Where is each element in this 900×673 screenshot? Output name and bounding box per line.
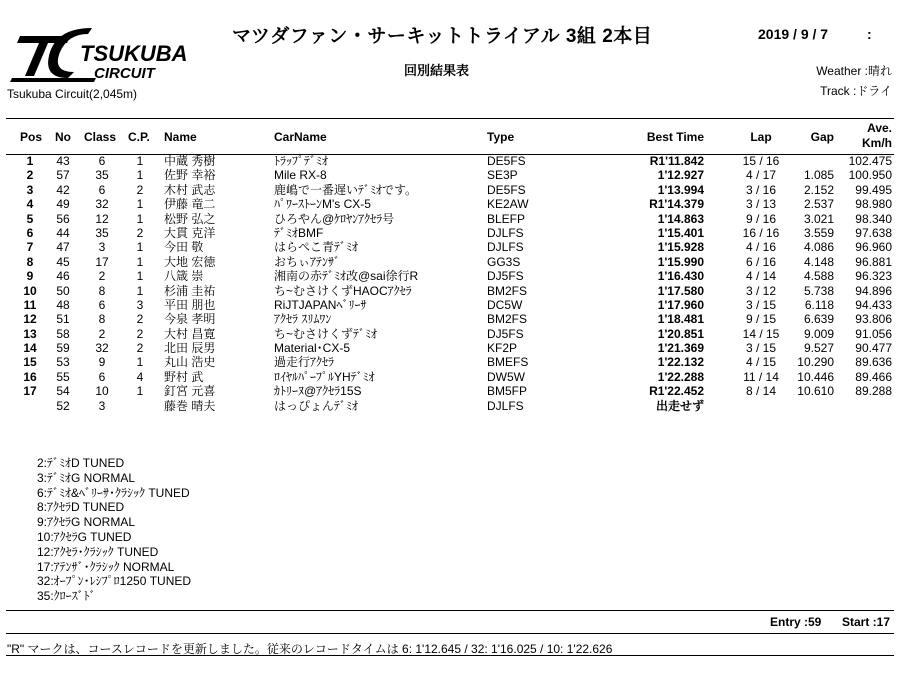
entry-count: Entry :59	[770, 615, 822, 629]
cell-no: 42	[56, 182, 70, 197]
cell-type: BLEFP	[487, 211, 526, 226]
cell-type: SE3P	[487, 168, 518, 183]
class-note-item: 12:ｱｸｾﾗ･ｸﾗｼｯｸ TUNED	[37, 544, 159, 559]
results-table	[6, 154, 894, 413]
cell-spd: 96.960	[855, 240, 892, 255]
cell-cp: 2	[136, 312, 144, 327]
table-row	[6, 341, 894, 355]
cell-gap: 6.639	[803, 312, 834, 327]
cell-cp: 2	[136, 326, 144, 341]
cell-gap: 2.152	[803, 182, 834, 197]
event-time: :	[867, 26, 872, 42]
col-gap: Gap	[810, 130, 834, 144]
cell-car: ﾄﾗｯﾌﾟﾃﾞﾐｵ	[274, 154, 329, 168]
cell-car: Mile RX-8	[274, 168, 327, 183]
cell-pos: 9	[26, 269, 34, 284]
class-note-item: 3:ﾃﾞﾐｵG NORMAL	[37, 470, 136, 485]
class-note-item: 32:ｵｰﾌﾟﾝ･ﾚｼﾌﾟﾛ1250 TUNED	[37, 574, 192, 589]
footer-top-rule	[6, 610, 894, 611]
cell-best: R1'11.842	[649, 154, 704, 168]
cell-type: KF2P	[487, 341, 518, 356]
footer-mid-rule	[6, 633, 894, 634]
cell-car: 過走行ｱｸｾﾗ	[274, 355, 335, 370]
cell-name: 大地 宏徳	[164, 254, 216, 269]
cell-name: 八箴 崇	[164, 269, 204, 284]
cell-cls: 17	[95, 254, 109, 269]
cell-cp: 1	[136, 197, 144, 212]
cell-best: 1'14.863	[657, 211, 704, 226]
cell-spd: 94.896	[855, 283, 892, 298]
cell-cp: 1	[136, 283, 144, 298]
cell-cp: 2	[136, 341, 144, 356]
cell-pos: 16	[23, 369, 37, 384]
cell-spd: 89.636	[855, 355, 892, 370]
cell-type: DJ5FS	[487, 269, 524, 284]
cell-name: 大村 昌寛	[164, 326, 216, 341]
class-notes	[37, 456, 191, 604]
table-row	[6, 384, 894, 398]
cell-type: DE5FS	[487, 182, 526, 197]
cell-best: 1'13.994	[657, 182, 704, 197]
cell-cls: 6	[98, 182, 106, 197]
cell-lap: 15 / 16	[742, 154, 780, 168]
cell-car: ﾃﾞﾐｵBMF	[274, 225, 324, 240]
cell-cls: 32	[95, 197, 109, 212]
cell-type: DC5W	[487, 297, 523, 312]
cell-car: RiJTJAPANﾍﾞﾘｰｻ	[274, 297, 367, 312]
cell-cp: 1	[136, 269, 144, 284]
cell-car: ﾛｲﾔﾙﾊﾟｰﾌﾟﾙYHﾃﾞﾐｵ	[274, 369, 375, 384]
cell-gap: 10.446	[797, 369, 834, 384]
cell-type: KE2AW	[487, 197, 529, 212]
cell-name: 佐野 幸裕	[164, 168, 216, 183]
cell-spd: 102.475	[848, 154, 892, 168]
cell-no: 53	[56, 355, 70, 370]
table-row	[6, 269, 894, 283]
cell-cls: 12	[95, 211, 109, 226]
results-header	[6, 119, 894, 155]
cell-gap: 9.527	[803, 341, 834, 356]
cell-name: 松野 弘之	[164, 211, 216, 226]
table-row	[6, 370, 894, 384]
cell-type: GG3S	[487, 254, 521, 269]
col-carname: CarName	[274, 130, 327, 144]
cell-lap: 14 / 15	[742, 326, 780, 341]
cell-car: はっぴょんﾃﾞﾐｵ	[274, 398, 359, 413]
cell-lap: 3 / 12	[745, 283, 777, 298]
col-cp: C.P.	[128, 130, 150, 144]
cell-no: 55	[56, 369, 70, 384]
col-type: Type	[487, 130, 515, 144]
cell-car: はらぺこ青ﾃﾞﾐｵ	[274, 240, 359, 255]
tc-emblem-icon	[8, 28, 208, 84]
cell-best: 出走せず	[655, 398, 704, 413]
class-note-item: 9:ｱｸｾﾗG NORMAL	[37, 515, 136, 530]
cell-cp: 3	[136, 297, 144, 312]
cell-no: 52	[56, 398, 70, 413]
cell-no: 59	[56, 341, 70, 356]
cell-car: ち~むさけくずﾃﾞﾐｵ	[274, 326, 378, 341]
col-no: No	[55, 130, 71, 144]
cell-lap: 4 / 15	[745, 355, 777, 370]
cell-gap: 6.118	[804, 297, 834, 312]
cell-type: BM2FS	[487, 283, 528, 298]
cell-gap: 3.021	[803, 211, 834, 226]
cell-cls: 2	[98, 269, 106, 284]
cell-best: 1'16.430	[657, 269, 704, 284]
cell-spd: 97.638	[855, 225, 892, 240]
record-footnote: "R" マークは、コースレコードを更新しました。従来のレコードタイムは 6: 1'12.645 / 32: 1'16.025 / 10: 1'22.626	[7, 642, 613, 656]
cell-no: 46	[56, 269, 70, 284]
class-note-item: 2:ﾃﾞﾐｵD TUNED	[37, 456, 125, 470]
cell-type: DJLFS	[487, 398, 524, 413]
cell-pos: 17	[23, 384, 37, 399]
page-subtitle: 回別結果表	[404, 63, 470, 78]
cell-spd: 96.323	[855, 269, 892, 284]
table-row	[6, 168, 894, 182]
cell-no: 43	[56, 154, 70, 168]
cell-pos: 14	[23, 341, 37, 356]
cell-cls: 10	[95, 384, 109, 399]
table-row	[6, 255, 894, 269]
class-note-item: 8:ｱｸｾﾗD TUNED	[37, 500, 125, 515]
cell-gap: 10.290	[797, 355, 834, 370]
cell-spd: 91.056	[855, 326, 892, 341]
cell-spd: 89.288	[855, 384, 892, 399]
cell-name: 中蔵 秀樹	[164, 154, 216, 168]
cell-cls: 6	[98, 369, 106, 384]
track-label: Track :ドライ	[820, 84, 892, 98]
cell-spd: 94.433	[855, 297, 892, 312]
col-class: Class	[84, 130, 117, 144]
cell-no: 50	[56, 283, 70, 298]
col-speed	[862, 121, 892, 151]
cell-best: R1'22.452	[649, 384, 704, 399]
cell-car: おちぃｱﾃﾝｻﾞ	[274, 254, 341, 269]
table-row	[6, 355, 894, 369]
col-pos: Pos	[19, 130, 42, 144]
cell-best: 1'22.288	[657, 369, 704, 384]
cell-pos: 7	[26, 240, 34, 255]
cell-cp: 1	[136, 240, 144, 255]
cell-gap: 10.610	[797, 384, 834, 399]
cell-cls: 8	[98, 283, 106, 298]
cell-cls: 9	[98, 355, 106, 370]
cell-best: 1'17.580	[657, 283, 704, 298]
cell-no: 44	[56, 225, 70, 240]
cell-cls: 32	[95, 341, 109, 356]
class-note-item: 17:ｱﾃﾝｻﾞ･ｸﾗｼｯｸ NORMAL	[37, 559, 175, 574]
cell-name: 杉浦 圭祐	[164, 283, 216, 298]
page-title: マツダファン・サーキットトライアル 3組 2本目	[232, 26, 653, 47]
cell-name: 今田 敬	[164, 240, 204, 255]
cell-pos: 6	[26, 225, 34, 240]
cell-car: ｱｸｾﾗ ｽﾘﾑﾜﾝ	[274, 312, 332, 327]
cell-cls: 35	[95, 168, 109, 183]
cell-lap: 16 / 16	[742, 225, 780, 240]
cell-car: 湘南の赤ﾃﾞﾐｵ改@sai徐行R	[274, 269, 419, 284]
cell-gap: 4.148	[803, 254, 834, 269]
cell-cp: 1	[136, 384, 144, 399]
table-row	[6, 298, 894, 312]
cell-cls: 6	[98, 154, 106, 168]
cell-gap: 5.738	[803, 283, 834, 298]
cell-lap: 9 / 16	[745, 211, 777, 226]
cell-spd: 98.340	[855, 211, 892, 226]
cell-lap: 9 / 15	[745, 312, 777, 327]
cell-name: 今泉 孝明	[164, 312, 216, 327]
cell-type: BM5FP	[487, 384, 528, 399]
col-speed-line1: Ave.	[867, 121, 892, 135]
cell-name: 伊藤 竜二	[164, 197, 216, 212]
cell-best: R1'14.379	[649, 197, 704, 212]
cell-gap: 9.009	[803, 326, 834, 341]
cell-lap: 4 / 16	[745, 240, 777, 255]
table-row	[6, 240, 894, 254]
cell-spd: 100.950	[848, 168, 892, 183]
cell-type: BM2FS	[487, 312, 528, 327]
cell-type: DJ5FS	[487, 326, 524, 341]
cell-lap: 3 / 16	[745, 182, 777, 197]
cell-lap: 3 / 15	[745, 341, 777, 356]
cell-best: 1'22.132	[657, 355, 704, 370]
cell-car: ち~むさけくずHAOCｱｸｾﾗ	[274, 283, 412, 298]
table-row	[6, 183, 894, 197]
table-row	[6, 226, 894, 240]
logo-wordmark-circuit: CIRCUIT	[94, 65, 155, 82]
cell-lap: 3 / 15	[745, 297, 777, 312]
cell-best: 1'21.369	[657, 341, 704, 356]
start-count: Start :17	[842, 615, 891, 629]
table-row	[6, 284, 894, 298]
event-date: 2019 / 9 / 7	[758, 26, 829, 42]
cell-lap: 6 / 16	[745, 254, 777, 269]
col-best-time: Best Time	[646, 130, 704, 144]
cell-pos: 8	[26, 254, 34, 269]
cell-spd: 98.980	[855, 197, 892, 212]
cell-no: 45	[56, 254, 70, 269]
cell-best: 1'15.401	[657, 225, 704, 240]
table-row	[6, 154, 894, 168]
cell-no: 51	[56, 312, 70, 327]
logo-wordmark: TSUKUBA	[80, 41, 188, 66]
footer-bottom-rule	[6, 655, 894, 656]
cell-cls: 6	[98, 297, 106, 312]
cell-cp: 1	[136, 154, 144, 168]
cell-lap: 4 / 17	[745, 168, 777, 183]
cell-pos: 1	[26, 154, 34, 168]
col-speed-line2: Km/h	[862, 136, 892, 150]
cell-pos: 13	[23, 326, 37, 341]
cell-spd: 93.806	[855, 312, 892, 327]
cell-lap: 4 / 14	[745, 269, 777, 284]
cell-pos: 15	[23, 355, 37, 370]
cell-cls: 35	[95, 225, 109, 240]
cell-type: DJLFS	[487, 225, 524, 240]
cell-best: 1'15.990	[657, 254, 704, 269]
cell-pos: 2	[26, 168, 34, 183]
weather-label: Weather :晴れ	[816, 64, 892, 78]
table-row	[6, 312, 894, 326]
cell-type: DW5W	[487, 369, 525, 384]
cell-no: 48	[56, 297, 70, 312]
table-row	[6, 399, 894, 413]
table-row	[6, 327, 894, 341]
cell-cp: 1	[136, 211, 144, 226]
cell-name: 大貫 克洋	[164, 225, 216, 240]
cell-best: 1'20.851	[657, 326, 704, 341]
cell-cls: 8	[98, 312, 106, 327]
class-note-item: 35:ｸﾛｰｽﾞﾄﾞ	[37, 589, 96, 604]
cell-lap: 11 / 14	[743, 369, 779, 384]
cell-cls: 3	[98, 240, 106, 255]
class-note-item: 10:ｱｸｾﾗG TUNED	[37, 529, 132, 544]
cell-type: DJLFS	[487, 240, 524, 255]
cell-gap: 2.537	[803, 197, 834, 212]
cell-cp: 1	[136, 168, 144, 183]
cell-cp: 1	[136, 254, 144, 269]
cell-name: 木村 武志	[164, 182, 216, 197]
cell-name: 藤巻 晴夫	[164, 398, 216, 413]
cell-gap: 1.085	[803, 168, 834, 183]
cell-car: 鹿嶋で一番遅いﾃﾞﾐｵです。	[274, 182, 418, 197]
cell-car: ひろやん@ｹﾛﾔﾝｱｸｾﾗ号	[274, 211, 395, 226]
cell-best: 1'12.927	[657, 168, 704, 183]
cell-best: 1'18.481	[657, 312, 704, 327]
cell-cp: 2	[136, 225, 144, 240]
cell-cp: 2	[136, 182, 144, 197]
cell-cp: 1	[136, 355, 144, 370]
cell-lap: 8 / 14	[745, 384, 777, 399]
cell-car: ﾊﾟﾜｰｽﾄｰﾝM's CX-5	[274, 197, 371, 212]
col-lap: Lap	[750, 130, 772, 144]
cell-gap: 4.086	[803, 240, 834, 255]
cell-best: 1'15.928	[657, 240, 704, 255]
cell-lap: 3 / 13	[745, 197, 777, 212]
table-row	[6, 197, 894, 211]
cell-pos: 10	[23, 283, 37, 298]
cell-type: BMEFS	[487, 355, 529, 370]
cell-spd: 96.881	[855, 254, 892, 269]
cell-no: 47	[56, 240, 70, 255]
cell-spd: 90.477	[855, 341, 892, 356]
cell-pos: 12	[23, 312, 37, 327]
cell-best: 1'17.960	[657, 297, 704, 312]
tsukuba-circuit-logo	[8, 28, 208, 84]
cell-car: Material･CX-5	[274, 341, 351, 356]
cell-no: 58	[56, 326, 70, 341]
cell-no: 57	[56, 168, 70, 183]
cell-pos: 3	[26, 182, 34, 197]
venue-label: Tsukuba Circuit(2,045m)	[7, 87, 138, 101]
cell-cp: 4	[136, 369, 144, 384]
cell-no: 56	[56, 211, 70, 226]
cell-no: 54	[56, 384, 70, 399]
table-row	[6, 212, 894, 226]
cell-type: DE5FS	[487, 154, 526, 168]
cell-name: 野村 武	[164, 369, 204, 384]
cell-name: 平田 朋也	[164, 297, 216, 312]
cell-cls: 3	[98, 398, 106, 413]
class-note-item: 6:ﾃﾞﾐｵ&ﾍﾞﾘｰｻ･ｸﾗｼｯｸ TUNED	[37, 485, 190, 500]
cell-name: 釘宮 元喜	[164, 384, 216, 399]
cell-cls: 2	[98, 326, 106, 341]
cell-pos: 5	[26, 211, 34, 226]
cell-spd: 99.495	[855, 182, 892, 197]
cell-name: 北田 辰男	[164, 341, 216, 356]
cell-gap: 3.559	[803, 225, 834, 240]
cell-pos: 11	[23, 297, 37, 312]
cell-car: ｶﾄﾘｰﾇ@ｱｸｾﾗ15S	[274, 384, 362, 399]
col-name: Name	[164, 130, 197, 144]
cell-spd: 89.466	[855, 369, 892, 384]
cell-gap: 4.588	[803, 269, 834, 284]
cell-name: 丸山 浩史	[164, 355, 216, 370]
cell-pos: 4	[26, 197, 34, 212]
cell-no: 49	[56, 197, 70, 212]
